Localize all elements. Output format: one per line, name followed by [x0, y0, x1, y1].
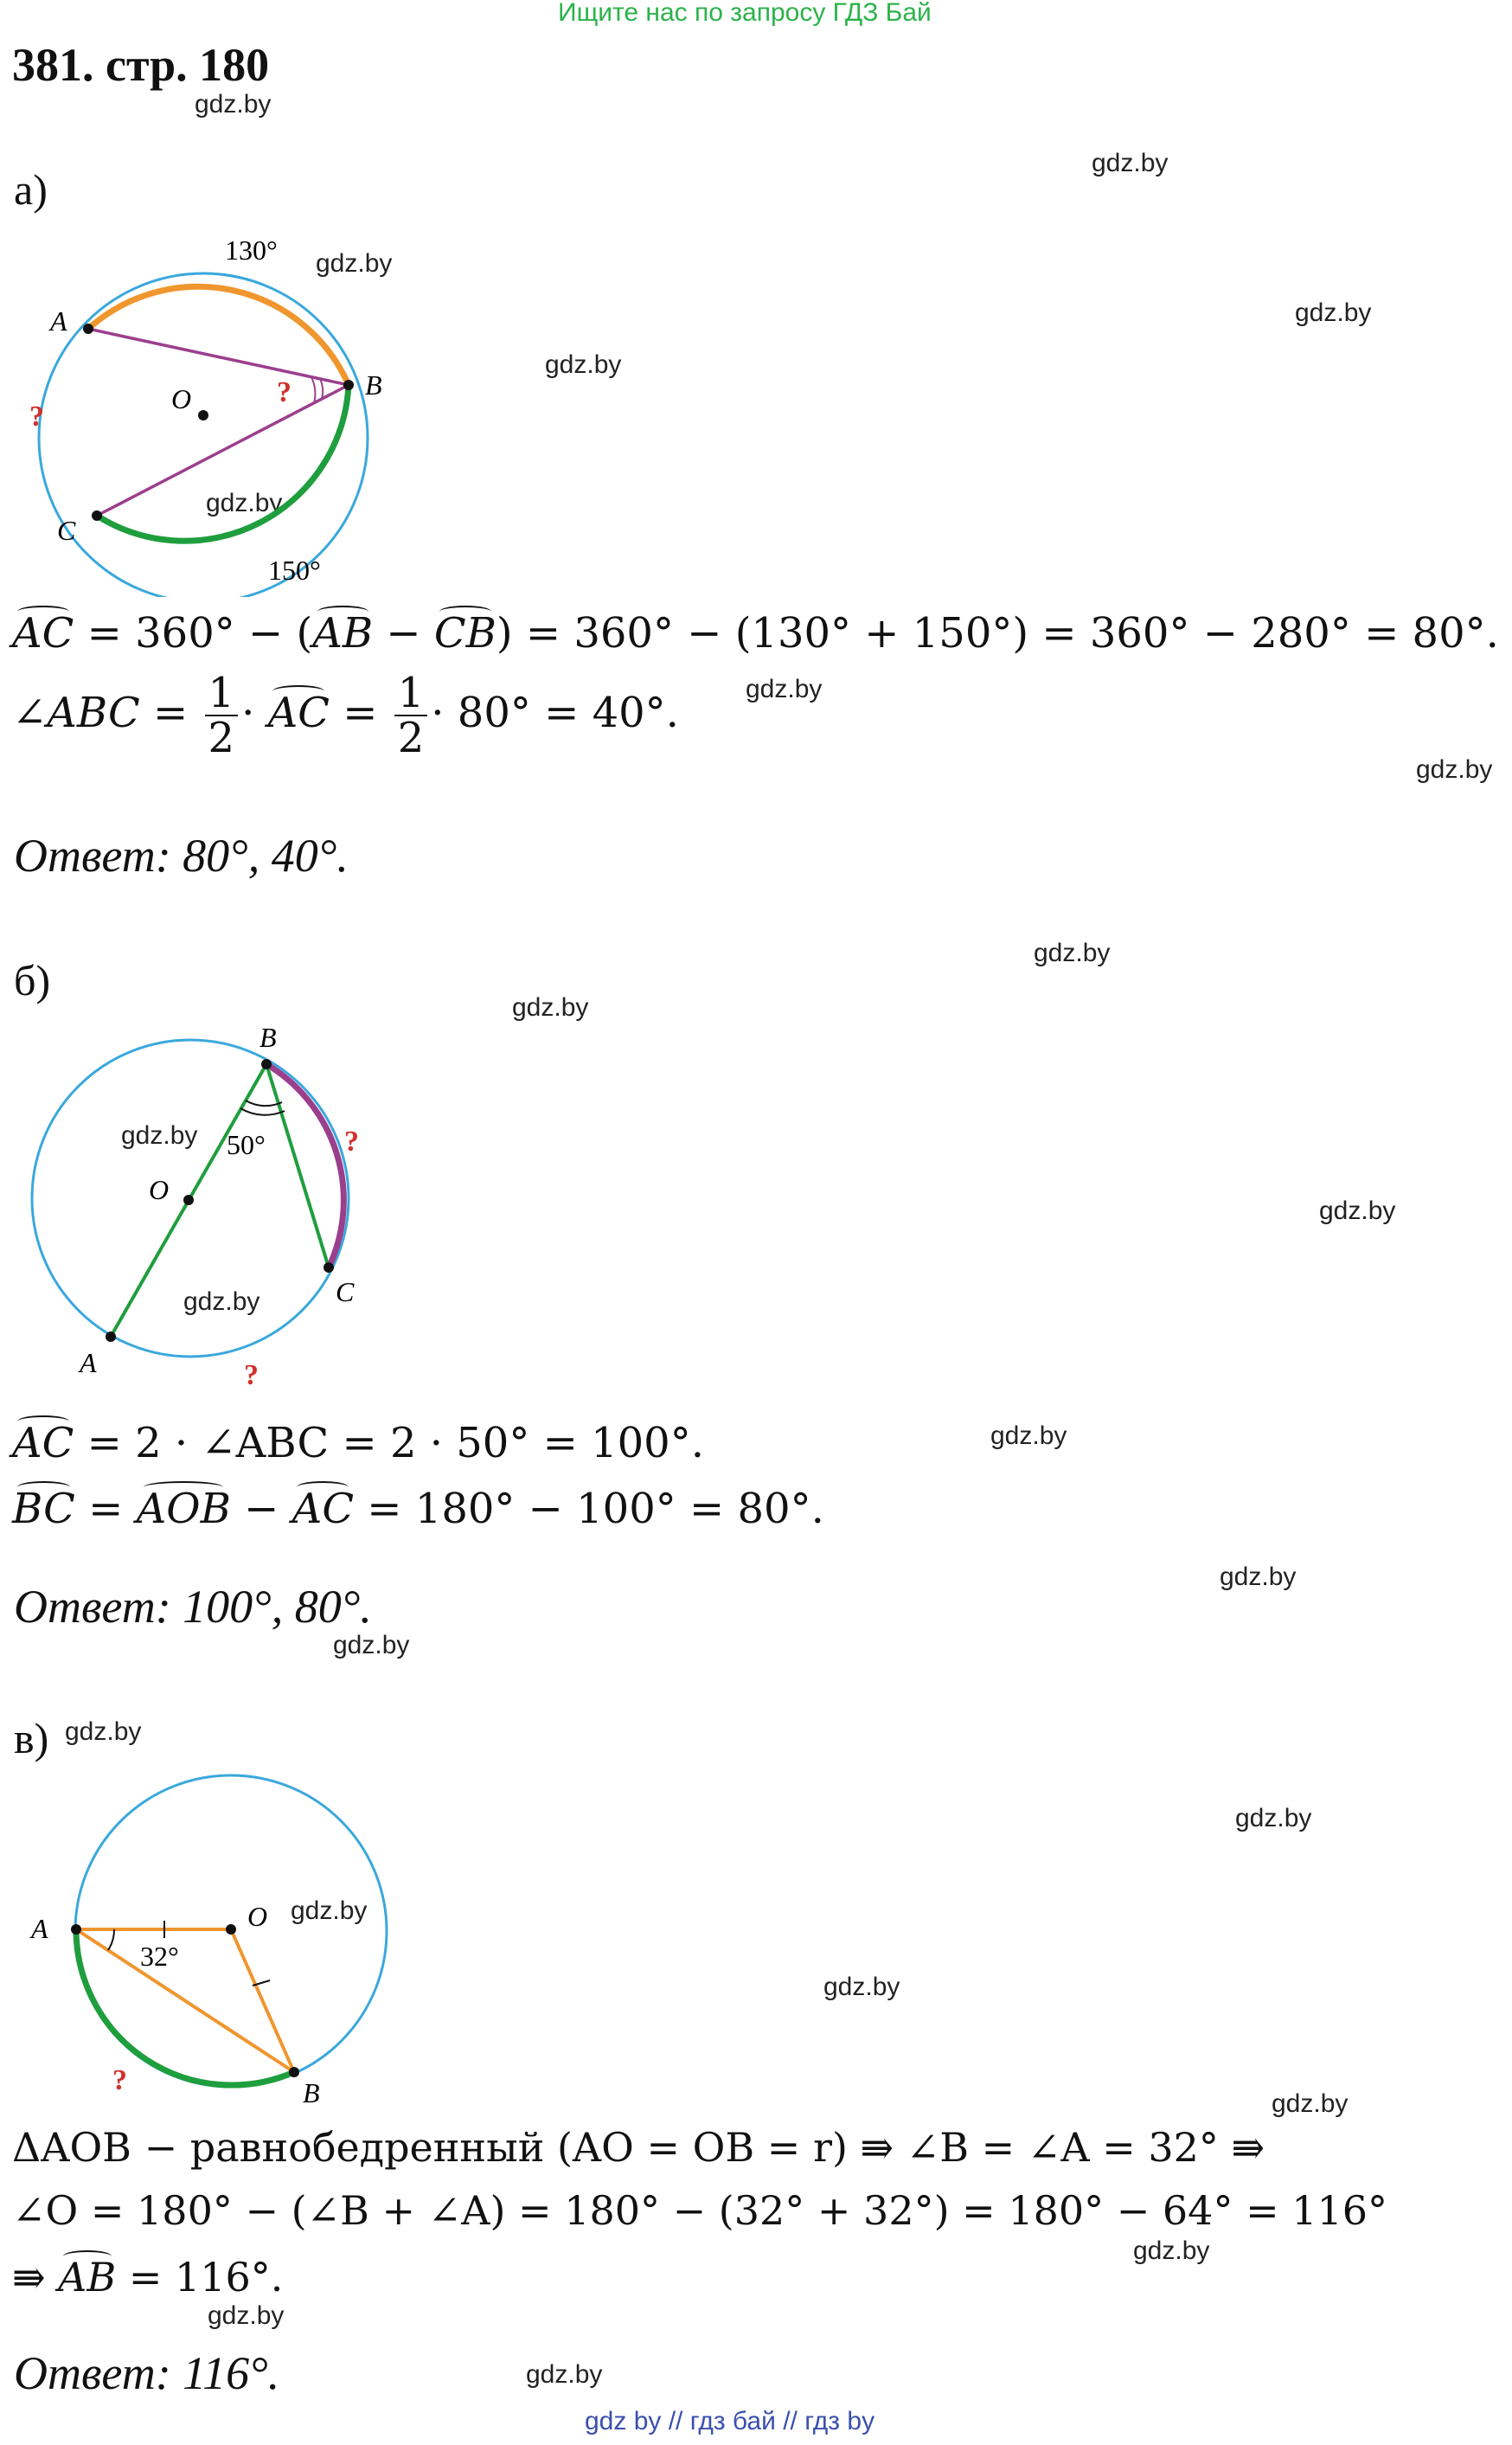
point-a — [83, 324, 93, 334]
label-o: O — [149, 1174, 170, 1205]
arc-symbol: AC — [12, 609, 74, 658]
circle — [39, 273, 368, 597]
part-b-label: б) — [14, 956, 51, 1004]
footer-links[interactable]: gdz by // гдз бай // гдз by — [585, 2407, 875, 2435]
point-c — [92, 510, 102, 521]
label-b: B — [365, 369, 382, 401]
part-a-equation-1: AC = 360° − (AB − CB) = 360° − (130° + 150°) = 360° − 280° = 80°. — [12, 609, 1499, 658]
point-a — [106, 1332, 116, 1342]
watermark: gdz.by — [1235, 1804, 1312, 1832]
watermark: gdz.by — [208, 2301, 285, 2330]
watermark: gdz.by — [183, 1287, 260, 1316]
part-b-equation-1: AC = 2 · ∠ABC = 2 · 50° = 100°. — [12, 1419, 704, 1467]
chord-cb — [97, 385, 349, 516]
point-c — [324, 1262, 334, 1273]
label-unknown-arc-ac: ? — [244, 1359, 259, 1391]
angle-mark — [240, 1108, 285, 1115]
watermark: gdz.by — [823, 1973, 900, 2001]
watermark: gdz.by — [1092, 149, 1169, 177]
arc-bc — [266, 1064, 343, 1267]
fraction: $\frac{1}{2}$ — [205, 671, 239, 760]
watermark: gdz.by — [291, 1896, 368, 1925]
label-o: O — [171, 383, 192, 414]
chord-ab — [88, 329, 349, 385]
watermark: gdz.by — [316, 249, 393, 278]
point-o — [198, 410, 208, 420]
label-angle-b: 50° — [227, 1129, 266, 1160]
watermark: gdz.by — [1416, 755, 1493, 784]
label-unknown-angle: ? — [277, 376, 292, 408]
part-a-label: а) — [14, 165, 48, 214]
label-o: O — [247, 1901, 268, 1932]
label-c: C — [57, 515, 76, 546]
point-o — [226, 1924, 236, 1935]
part-a-diagram — [17, 234, 398, 597]
watermark: gdz.by — [333, 1631, 410, 1659]
watermark: gdz.by — [1319, 1197, 1396, 1225]
part-a-equation-2: ∠ABC = $\frac{1}{2}$ · AC = $\frac{1}{2}$ · 80° = 40°. — [12, 669, 679, 763]
angle-mark — [311, 377, 315, 403]
point-a — [71, 1924, 81, 1935]
label-arc-cb: 150° — [268, 555, 321, 586]
watermark: gdz.by — [195, 90, 272, 119]
label-b: B — [303, 2077, 320, 2108]
watermark: gdz.by — [990, 1421, 1067, 1450]
label-a: A — [80, 1347, 97, 1378]
watermark: gdz.by — [1220, 1563, 1297, 1591]
top-banner[interactable]: Ищите нас по запросу ГДЗ Бай — [558, 0, 932, 27]
label-b: B — [259, 1022, 277, 1053]
point-o — [183, 1195, 194, 1205]
watermark: gdz.by — [512, 993, 589, 1022]
fraction: $\frac{1}{2}$ — [394, 671, 428, 760]
point-b — [261, 1059, 272, 1069]
part-v-equation-1: ΔAOB − равнобедренный (AO = OB = r) ⇛ ∠B = ∠A = 32° ⇛ — [12, 2124, 1265, 2171]
part-v-answer: Ответ: 116°. — [14, 2347, 280, 2399]
watermark: gdz.by — [1133, 2236, 1210, 2265]
watermark: gdz.by — [1272, 2089, 1349, 2118]
part-b-diagram — [17, 1021, 389, 1393]
part-v-equation-2: ∠O = 180° − (∠B + ∠A) = 180° − (32° + 32°) = 180° − 64° = 116° — [12, 2187, 1388, 2234]
watermark: gdz.by — [65, 1717, 142, 1746]
part-v-label: в) — [14, 1714, 49, 1762]
watermark: gdz.by — [1034, 939, 1111, 967]
part-v-equation-3: ⇛ AB = 116°. — [12, 2254, 284, 2301]
label-c: C — [336, 1276, 355, 1307]
page-title: 381. стр. 180 — [12, 39, 270, 91]
watermark: gdz.by — [526, 2360, 603, 2389]
watermark: gdz.by — [746, 675, 823, 703]
watermark: gdz.by — [206, 489, 283, 517]
chord-bc — [266, 1064, 329, 1267]
label-unknown-arc: ? — [29, 401, 44, 433]
label-unknown-arc: ? — [112, 2064, 127, 2096]
angle-mark — [108, 1929, 114, 1950]
angle-mark — [320, 379, 323, 399]
watermark: gdz.by — [1295, 298, 1372, 327]
label-arc-ab: 130° — [225, 234, 278, 266]
part-b-answer: Ответ: 100°, 80°. — [14, 1581, 372, 1633]
arc-cb — [97, 385, 349, 541]
part-v-diagram — [17, 1765, 415, 2128]
watermark: gdz.by — [121, 1121, 198, 1150]
label-unknown-arc-bc: ? — [344, 1126, 359, 1158]
part-b-equation-2: BC = AOB − AC = 180° − 100° = 80°. — [12, 1485, 824, 1533]
point-b — [343, 380, 354, 390]
point-b — [289, 2067, 299, 2077]
part-a-answer: Ответ: 80°, 40°. — [14, 830, 349, 882]
label-angle-a: 32° — [140, 1941, 179, 1972]
label-a: A — [31, 1913, 48, 1944]
watermark: gdz.by — [545, 350, 622, 379]
label-a: A — [50, 305, 67, 337]
